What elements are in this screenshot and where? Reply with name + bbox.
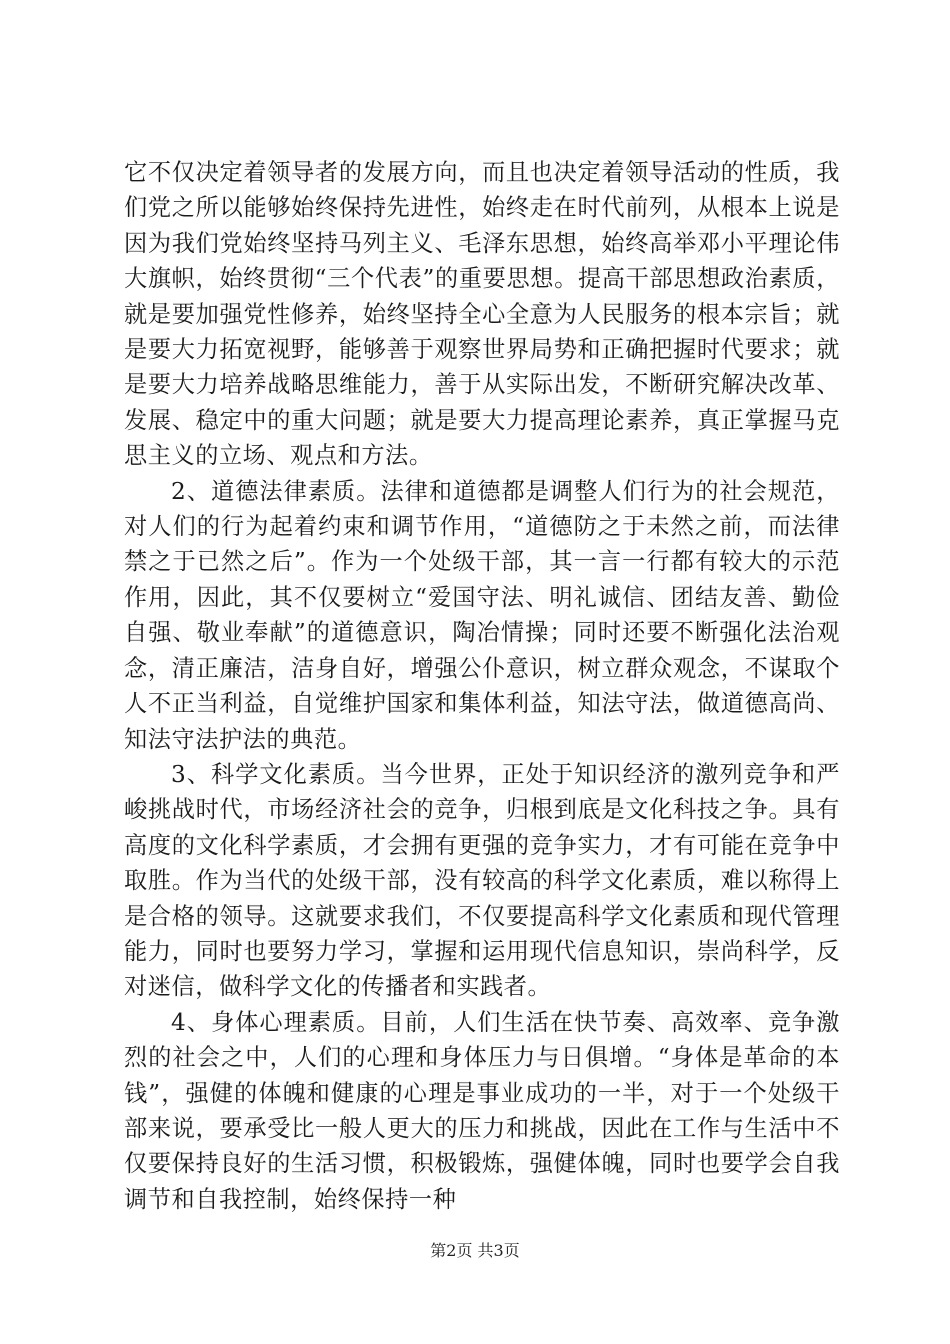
paragraph-moral-legal-quality: 2、道德法律素质。法律和道德都是调整人们行为的社会规范，对人们的行为起着约束和调节作用，“道德防之于未然之前，而法律禁之于已然之后”。作为一个处级干部，其一言一行都有较大的示范作用，因此，其不仅要树立“爱国守法、明礼诚信、团结友善、勤俭自强、敬业奉献”的道德意识，陶冶情操；同时还要不断强化法治观念，清正廉洁，洁身自好，增强公仆意识，树立群众观念，不谋取个人不正当利益，自觉维护国家和集体利益，知法守法，做道德高尚、知法守法护法的典范。 — [124, 477, 840, 753]
paragraph-physical-mental-quality: 4、身体心理素质。目前，人们生活在快节奏、高效率、竞争激烈的社会之中，人们的心理和身体压力与日俱增。“身体是革命的本钱”，强健的体魄和健康的心理是事业成功的一半，对于一个处级干部来说，要承受比一般人更大的压力和挑战，因此在工作与生活中不仅要保持良好的生活习惯，积极锻炼，强健体魄，同时也要学会自我调节和自我控制，始终保持一种 — [124, 1008, 840, 1213]
paragraph-science-culture-quality: 3、科学文化素质。当今世界，正处于知识经济的激列竞争和严峻挑战时代，市场经济社会的竞争，归根到底是文化科技之争。具有高度的文化科学素质，才会拥有更强的竞争实力，才有可能在竞争中取胜。作为当代的处级干部，没有较高的科学文化素质，难以称得上是合格的领导。这就要求我们，不仅要提高科学文化素质和现代管理能力，同时也要努力学习，掌握和运用现代信息知识，崇尚科学，反对迷信，做科学文化的传播者和实践者。 — [124, 760, 840, 1001]
document-body — [124, 155, 840, 1217]
paragraph-political-quality-continued: 它不仅决定着领导者的发展方向，而且也决定着领导活动的性质，我们党之所以能够始终保持先进性，始终走在时代前列，从根本上说是因为我们党始终坚持马列主义、毛泽东思想，始终高举邓小平理论伟大旗帜，始终贯彻“三个代表”的重要思想。提高干部思想政治素质，就是要加强党性修养，始终坚持全心全意为人民服务的根本宗旨；就是要大力拓宽视野，能够善于观察世界局势和正确把握时代要求；就是要大力培养战略思维能力，善于从实际出发，不断研究解决改革、发展、稳定中的重大问题；就是要大力提高理论素养，真正掌握马克思主义的立场、观点和方法。 — [124, 159, 840, 470]
page-footer: 第2页 共3页 — [430, 1241, 520, 1260]
